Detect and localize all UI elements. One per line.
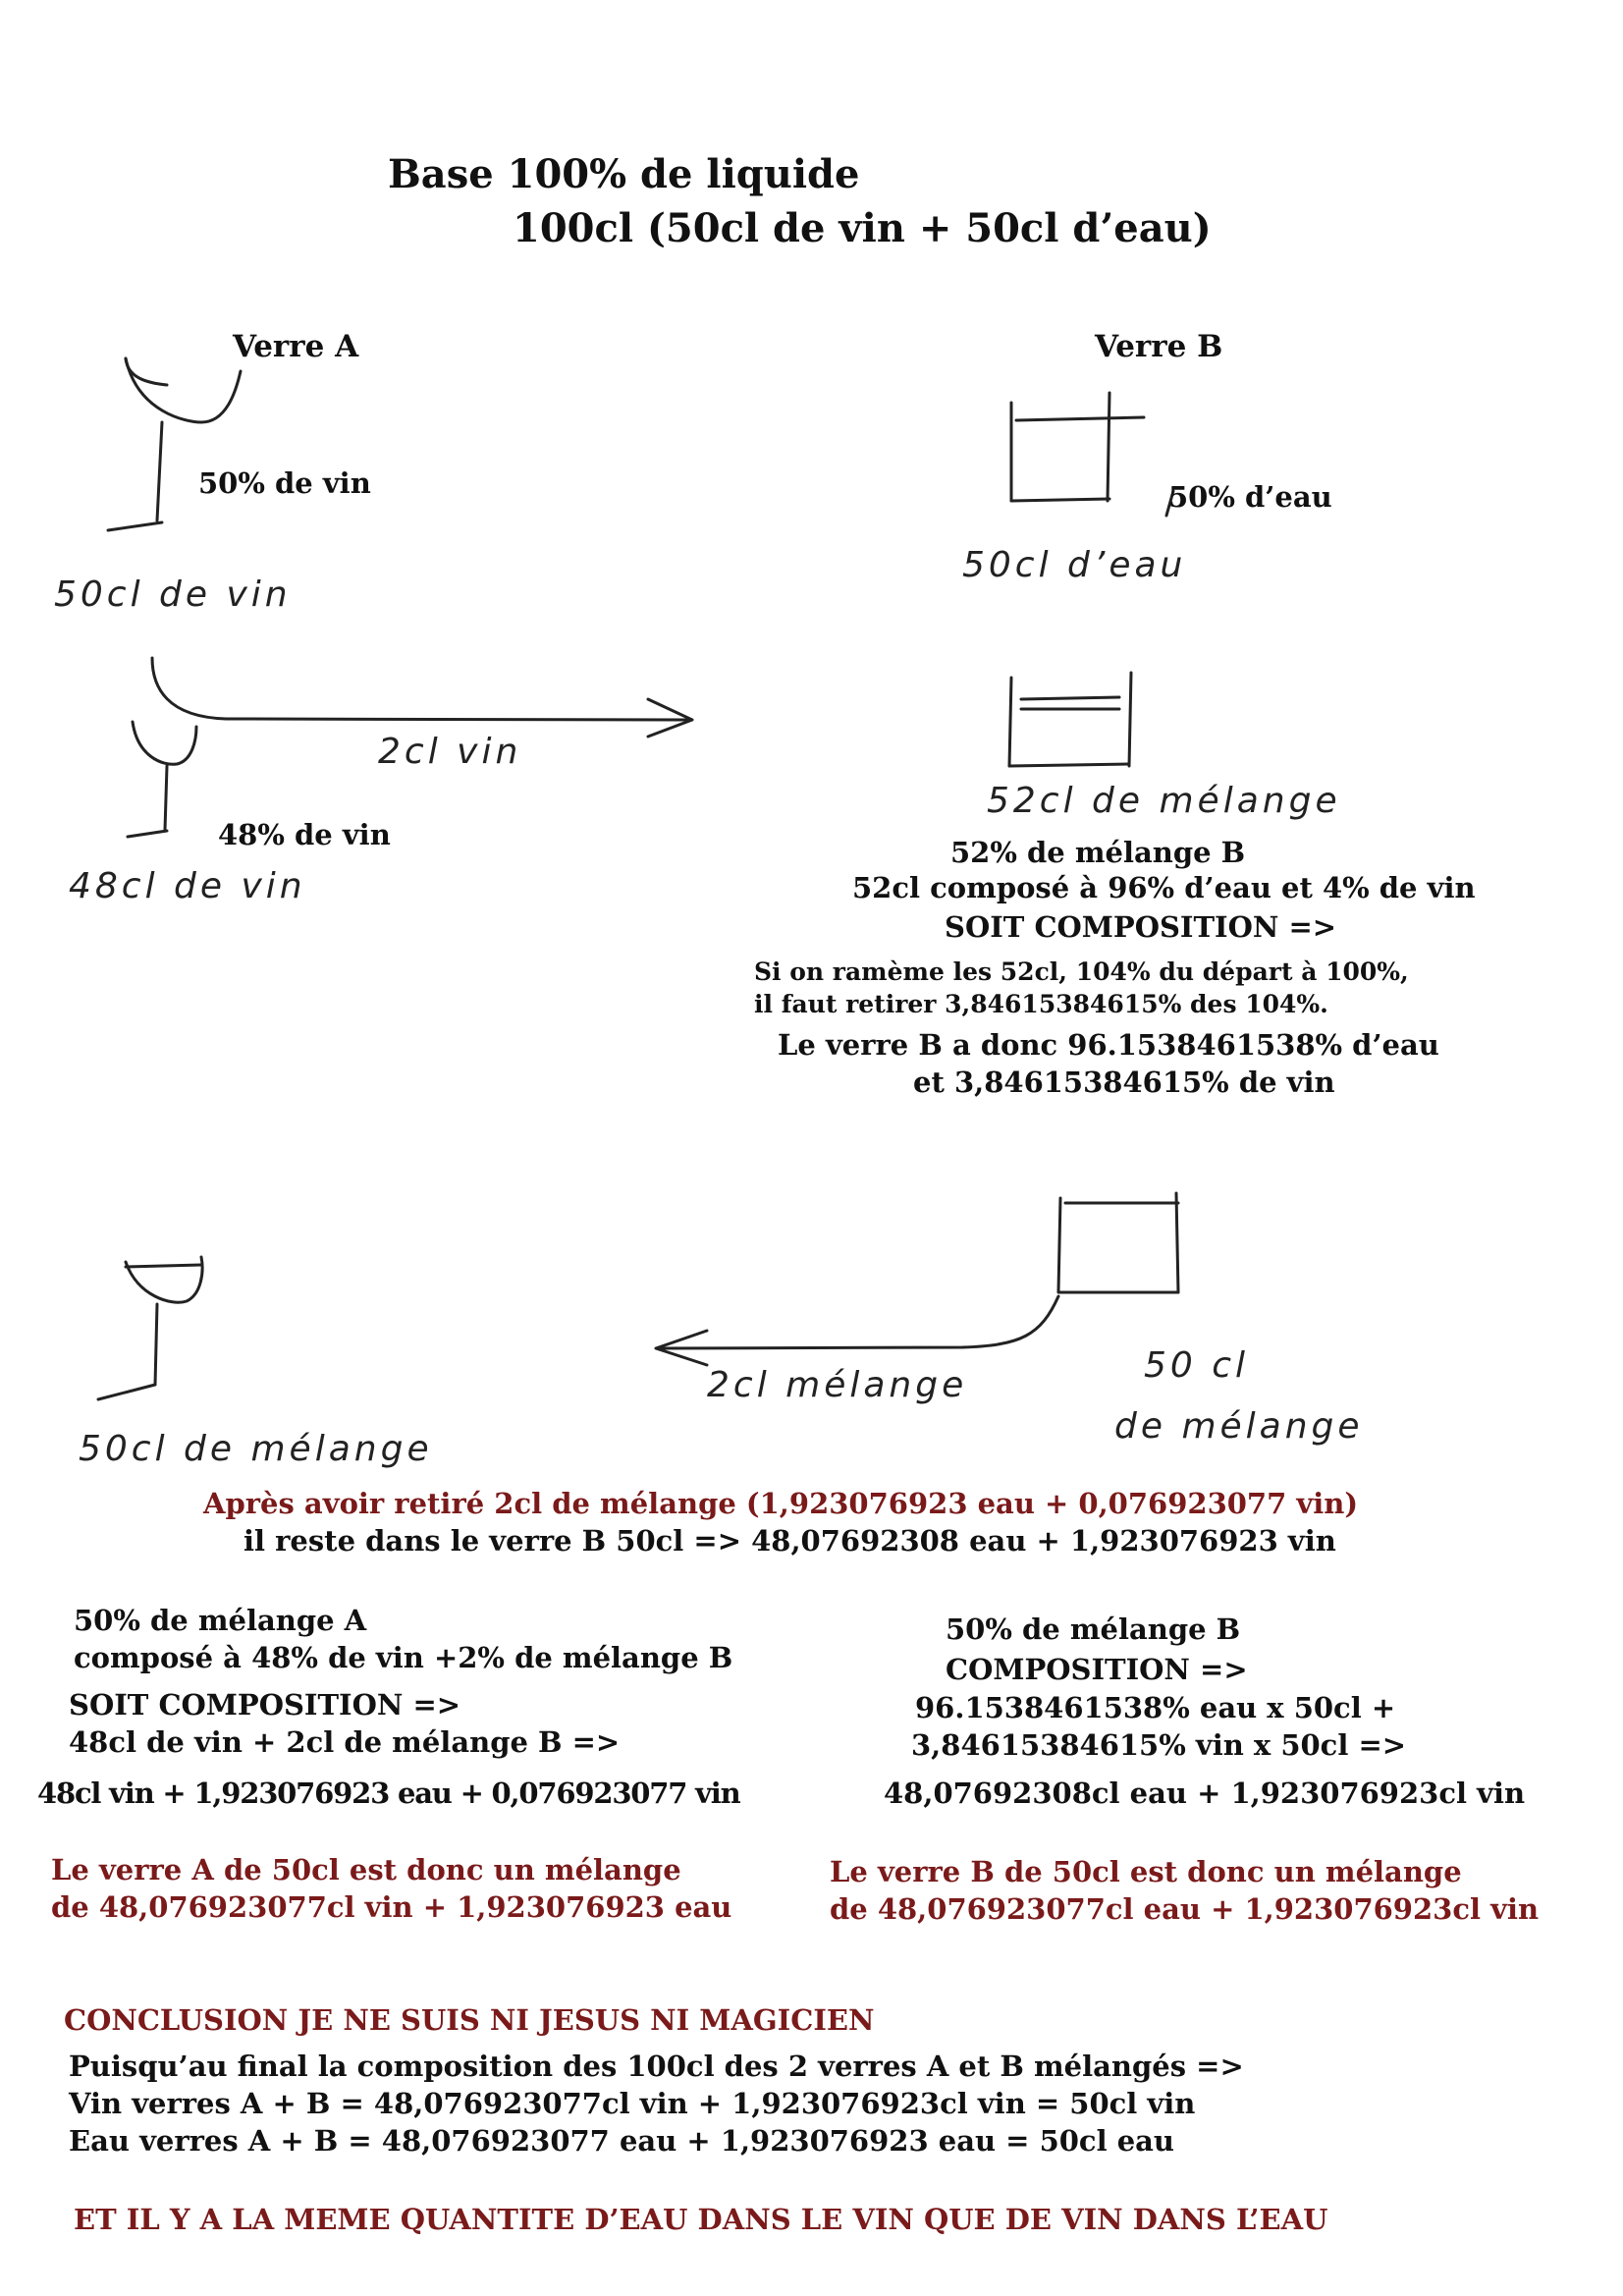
second-step-hand-b-1: 50 cl xyxy=(1144,1345,1250,1386)
glass-b-mix-line3: SOIT COMPOSITION => xyxy=(945,910,1337,944)
second-step-hand-transfer: 2cl mélange xyxy=(707,1365,968,1405)
after-line1: Après avoir retiré 2cl de mélange (1,923076923 eau + 0,076923077 vin) xyxy=(203,1487,1359,1520)
page-title: Base 100% de liquide xyxy=(388,151,860,197)
second-step-hand-a: 50cl de mélange xyxy=(79,1429,433,1469)
conclusion-l3: Eau verres A + B = 48,076923077 eau + 1,923076923 eau = 50cl eau xyxy=(69,2124,1175,2158)
left-col-l3: SOIT COMPOSITION => xyxy=(69,1688,461,1722)
right-col-l5: 48,07692308cl eau + 1,923076923cl vin xyxy=(884,1777,1526,1810)
glass-b-label: Verre B xyxy=(1095,329,1223,364)
glass-b-note-line2: il faut retirer 3,84615384615% des 104%. xyxy=(754,990,1328,1018)
glass-a-label: Verre A xyxy=(233,329,359,364)
right-col-l1: 50% de mélange B xyxy=(946,1613,1241,1646)
left-col-result2: de 48,076923077cl vin + 1,923076923 eau xyxy=(51,1890,732,1924)
glass-a-after-pct: 48% de vin xyxy=(218,818,391,851)
glass-b-initial-hand: 50cl d’eau xyxy=(962,545,1187,585)
conclusion-l2: Vin verres A + B = 48,076923077cl vin + 1,923076923cl vin = 50cl vin xyxy=(69,2087,1196,2120)
glass-a-after-hand: 48cl de vin xyxy=(69,866,306,906)
transfer-arrow-icon xyxy=(152,658,692,737)
wine-glass-a-small-icon xyxy=(128,722,196,837)
conclusion-l1: Puisqu’au final la composition des 100cl des 2 verres A et B mélangés => xyxy=(69,2050,1244,2083)
water-glass-b-icon xyxy=(1011,393,1173,516)
glass-b-note-line1: Si on ramème les 52cl, 104% du départ à 100%, xyxy=(754,957,1409,986)
left-col-l5: 48cl vin + 1,923076923 eau + 0,076923077 vin xyxy=(37,1777,740,1810)
conclusion-final: ET IL Y A LA MEME QUANTITE D’EAU DANS LE VIN QUE DE VIN DANS L’EAU xyxy=(74,2203,1328,2236)
left-col-l1: 50% de mélange A xyxy=(74,1604,367,1637)
back-arrow-icon xyxy=(656,1296,1058,1365)
right-col-l2: COMPOSITION => xyxy=(946,1653,1248,1686)
right-col-l4: 3,84615384615% vin x 50cl => xyxy=(911,1728,1407,1762)
glass-b-initial-pct: 50% d’eau xyxy=(1168,480,1332,514)
water-glass-b-mix-2-icon xyxy=(1058,1193,1178,1292)
glass-a-initial-pct: 50% de vin xyxy=(198,466,371,500)
wine-glass-a-icon xyxy=(108,358,241,530)
after-line2: il reste dans le verre B 50cl => 48,07692308 eau + 1,923076923 vin xyxy=(243,1524,1336,1558)
left-col-l4: 48cl de vin + 2cl de mélange B => xyxy=(69,1725,621,1759)
glass-a-initial-hand: 50cl de vin xyxy=(54,574,292,615)
glass-b-after-hand: 52cl de mélange xyxy=(987,781,1341,821)
wine-glass-a-mix-icon xyxy=(98,1257,202,1399)
water-glass-b-mix-icon xyxy=(1009,673,1131,766)
glass-b-mix-line1: 52% de mélange B xyxy=(950,836,1246,869)
conclusion-heading: CONCLUSION JE NE SUIS NI JESUS NI MAGICIEN xyxy=(64,2003,875,2037)
right-col-l3: 96.1538461538% eau x 50cl + xyxy=(915,1691,1396,1724)
right-col-result2: de 48,076923077cl eau + 1,923076923cl vin xyxy=(830,1892,1540,1926)
left-col-l2: composé à 48% de vin +2% de mélange B xyxy=(74,1641,733,1674)
glass-b-result-line1: Le verre B a donc 96.1538461538% d’eau xyxy=(778,1028,1439,1062)
second-step-hand-b-2: de mélange xyxy=(1114,1406,1364,1447)
right-col-result1: Le verre B de 50cl est donc un mélange xyxy=(830,1855,1462,1888)
glass-b-mix-line2: 52cl composé à 96% d’eau et 4% de vin xyxy=(852,871,1476,904)
page-subtitle: 100cl (50cl de vin + 50cl d’eau) xyxy=(513,205,1212,251)
transfer-hand: 2cl vin xyxy=(378,732,522,772)
left-col-result1: Le verre A de 50cl est donc un mélange xyxy=(51,1853,681,1886)
glass-b-result-line2: et 3,84615384615% de vin xyxy=(913,1066,1335,1099)
